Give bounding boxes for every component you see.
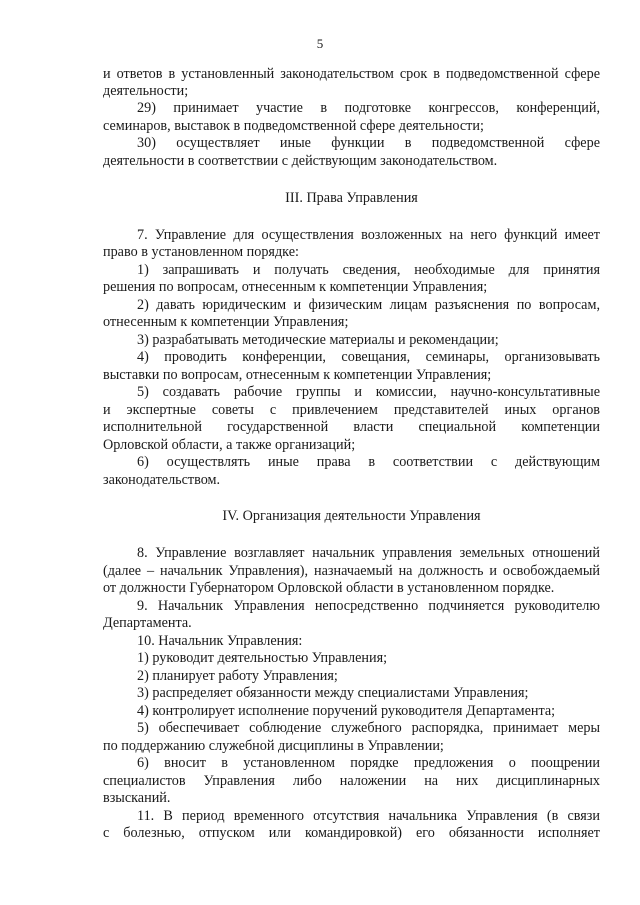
text-line: 8. Управление возглавляет начальник управления земельных отношений — [137, 545, 600, 561]
text-line: специалистов Управления либо наложении на них дисциплинарных — [103, 773, 600, 789]
text-line: и ответов в установленный законодательством срок в подведомственной сфере — [103, 66, 600, 82]
text-line: 7. Управление для осуществления возложенных на него функций имеет — [137, 227, 600, 243]
text-line: 9. Начальник Управления непосредственно подчиняется руководителю — [137, 598, 600, 614]
section-heading: IV. Организация деятельности Управления — [222, 508, 481, 524]
text-line: 3) распределяет обязанности между специалистами Управления; — [137, 685, 529, 701]
text-line: и экспертные советы с привлечением представителей иных органов — [103, 402, 600, 418]
text-line: 4) проводить конференции, совещания, семинары, организовывать — [137, 349, 600, 365]
text-line: Департамента. — [103, 615, 192, 631]
text-line: право в установленном порядке: — [103, 244, 299, 260]
text-line: 1) запрашивать и получать сведения, необходимые для принятия — [137, 262, 600, 278]
text-line: с болезнью, отпуском или командировкой) его обязанности исполняет — [103, 825, 600, 841]
section-heading: III. Права Управления — [285, 190, 418, 206]
text-line: 11. В период временного отсутствия начальника Управления (в связи — [137, 808, 600, 824]
text-line: по поддержанию служебной дисциплины в Управлении; — [103, 738, 444, 754]
text-line: взысканий. — [103, 790, 171, 806]
text-line: (далее – начальник Управления), назначаемый на должность и освобождаемый — [103, 563, 600, 579]
text-line: семинаров, выставок в подведомственной сфере деятельности; — [103, 118, 484, 134]
text-line: 5) обеспечивает соблюдение служебного распорядка, принимает меры — [137, 720, 600, 736]
page-number: 5 — [316, 36, 324, 51]
text-line: 2) планирует работу Управления; — [137, 668, 338, 684]
text-line: Орловской области, а также организаций; — [103, 437, 356, 453]
text-line: 10. Начальник Управления: — [137, 633, 303, 649]
text-line: исполнительной государственной власти специальной компетенции — [103, 419, 600, 435]
text-line: 4) контролирует исполнение поручений руководителя Департамента; — [137, 703, 556, 719]
text-line: деятельности; — [103, 83, 189, 99]
text-line: 6) осуществлять иные права в соответствии с действующим — [137, 454, 600, 470]
text-line: 6) вносит в установленном порядке предложения о поощрении — [137, 755, 600, 771]
text-line: решения по вопросам, отнесенным к компетенции Управления; — [103, 279, 488, 295]
text-line: деятельности в соответствии с действующим законодательством. — [103, 153, 498, 169]
text-line: 3) разрабатывать методические материалы и рекомендации; — [137, 332, 499, 348]
text-line: выставки по вопросам, отнесенным к компетенции Управления; — [103, 367, 492, 383]
text-line: 29) принимает участие в подготовке конгрессов, конференций, — [137, 100, 600, 116]
text-line: законодательством. — [103, 472, 221, 488]
text-line: 30) осуществляет иные функции в подведомственной сфере — [137, 135, 600, 151]
text-line: отнесенным к компетенции Управления; — [103, 314, 349, 330]
text-line: 2) давать юридическим и физическим лицам разъяснения по вопросам, — [137, 297, 600, 313]
text-line: 5) создавать рабочие группы и комиссии, научно-консультативные — [137, 384, 600, 400]
text-line: от должности Губернатором Орловской области в установленном порядке. — [103, 580, 555, 596]
text-line: 1) руководит деятельностью Управления; — [137, 650, 388, 666]
